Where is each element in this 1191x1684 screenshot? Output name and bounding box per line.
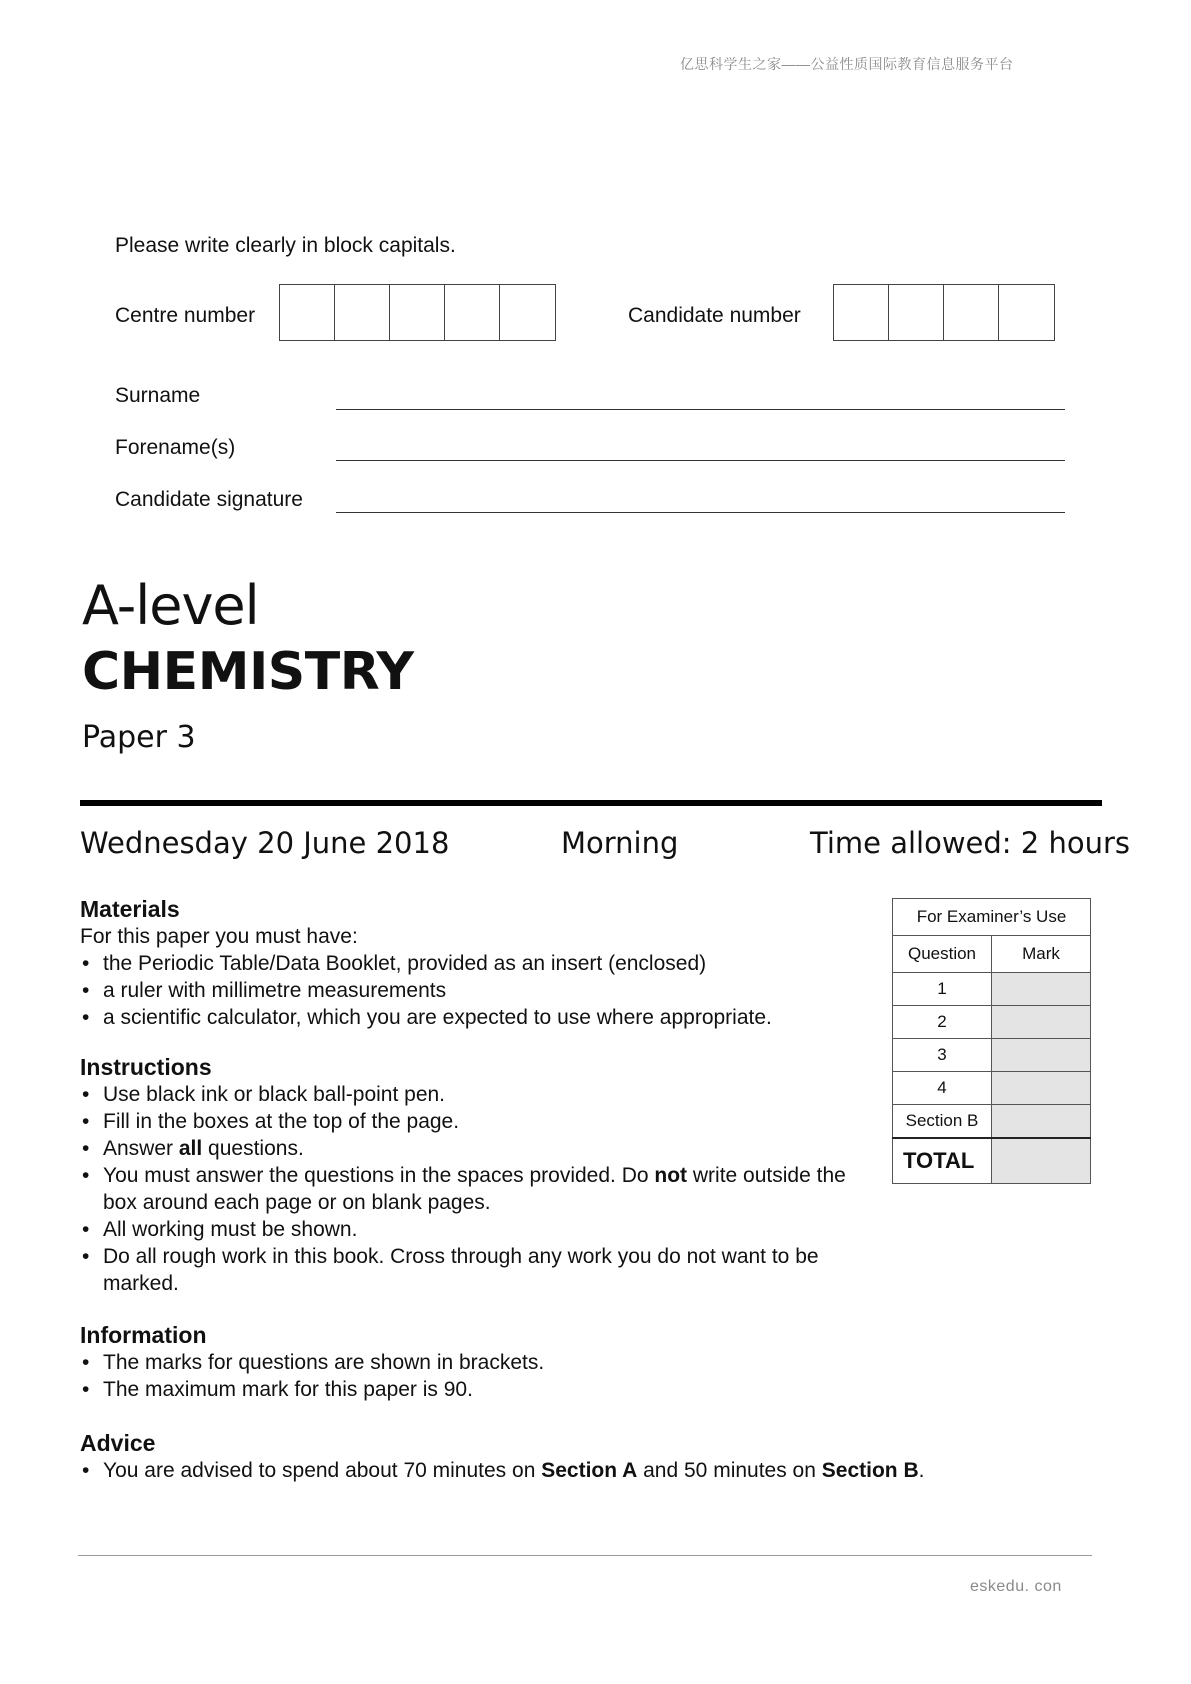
examiner-table-caption: For Examiner’s Use <box>893 899 1091 936</box>
mark-column-header: Mark <box>992 936 1091 973</box>
list-item: • All working must be shown. <box>80 1216 880 1243</box>
centre-number-label: Centre number <box>115 304 256 327</box>
centre-number-box[interactable] <box>500 285 555 340</box>
question-column-header: Question <box>893 936 992 973</box>
question-number: 1 <box>893 973 992 1006</box>
list-item: • a scientific calculator, which you are expected to use where appropriate. <box>80 1004 880 1031</box>
mark-cell <box>992 1072 1091 1105</box>
title-divider <box>80 800 1102 806</box>
list-item: • The maximum mark for this paper is 90. <box>80 1376 880 1403</box>
list-item: • You are advised to spend about 70 minutes on Section A and 50 minutes on Section B. <box>80 1457 1080 1484</box>
centre-number-boxes[interactable] <box>279 284 556 341</box>
total-row <box>893 1138 1091 1184</box>
question-number: Section B <box>893 1105 992 1139</box>
list-item: • a ruler with millimetre measurements <box>80 977 880 1004</box>
candidate-number-box[interactable] <box>889 285 944 340</box>
list-item: • Use black ink or black ball-point pen. <box>80 1081 880 1108</box>
block-capitals-instruction: Please write clearly in block capitals. <box>115 234 456 257</box>
candidate-number-box[interactable] <box>834 285 889 340</box>
instructions-heading: Instructions <box>80 1054 212 1080</box>
advice-heading: Advice <box>80 1430 156 1456</box>
materials-intro: For this paper you must have: <box>80 925 358 948</box>
list-item: • The marks for questions are shown in brackets. <box>80 1349 880 1376</box>
signature-field[interactable] <box>336 512 1065 513</box>
surname-label: Surname <box>115 384 201 407</box>
centre-number-box[interactable] <box>390 285 445 340</box>
footer-divider <box>78 1555 1092 1556</box>
mark-cell <box>992 1006 1091 1039</box>
total-mark-cell <box>992 1138 1091 1184</box>
information-heading: Information <box>80 1322 207 1348</box>
candidate-number-box[interactable] <box>999 285 1054 340</box>
question-number: 2 <box>893 1006 992 1039</box>
information-section <box>80 1322 880 1403</box>
table-row <box>893 1039 1091 1072</box>
materials-heading: Materials <box>80 896 180 922</box>
mark-cell <box>992 1039 1091 1072</box>
centre-number-box[interactable] <box>280 285 335 340</box>
time-allowed: Time allowed: 2 hours <box>810 826 1130 860</box>
list-item: • Answer all questions. <box>80 1135 880 1162</box>
header-watermark-text: 亿思科学生之家——公益性质国际教育信息服务平台 <box>680 56 1014 72</box>
surname-field[interactable] <box>336 409 1065 410</box>
exam-session: Morning <box>561 826 679 860</box>
table-row <box>893 973 1091 1006</box>
mark-cell <box>992 1105 1091 1139</box>
instructions-section <box>80 1054 880 1297</box>
question-number: 3 <box>893 1039 992 1072</box>
exam-date: Wednesday 20 June 2018 <box>80 826 450 860</box>
mark-cell <box>992 973 1091 1006</box>
forename-label: Forename(s) <box>115 436 236 459</box>
total-label: TOTAL <box>893 1138 992 1184</box>
paper-number: Paper 3 <box>82 720 196 755</box>
list-item: • Do all rough work in this book. Cross through any work you do not want to be marked. <box>80 1243 880 1297</box>
qualification-level: A-level <box>82 574 259 637</box>
forename-field[interactable] <box>336 460 1065 461</box>
table-row <box>893 1006 1091 1039</box>
materials-section <box>80 896 880 1031</box>
candidate-number-label: Candidate number <box>628 304 801 327</box>
examiner-use-table <box>892 898 1091 1184</box>
centre-number-box[interactable] <box>335 285 390 340</box>
centre-number-box[interactable] <box>445 285 500 340</box>
signature-label: Candidate signature <box>115 488 303 511</box>
footer-watermark-text: eskedu. con <box>970 1578 1062 1595</box>
candidate-number-box[interactable] <box>944 285 999 340</box>
list-item: • You must answer the questions in the spaces provided. Do not write outside the box around each page or on blank pages. <box>80 1162 880 1216</box>
subject-title: CHEMISTRY <box>82 642 414 702</box>
candidate-number-boxes[interactable] <box>833 284 1055 341</box>
advice-section <box>80 1430 1080 1484</box>
table-row <box>893 1105 1091 1139</box>
table-row <box>893 1072 1091 1105</box>
list-item: • the Periodic Table/Data Booklet, provided as an insert (enclosed) <box>80 950 880 977</box>
question-number: 4 <box>893 1072 992 1105</box>
list-item: • Fill in the boxes at the top of the page. <box>80 1108 880 1135</box>
